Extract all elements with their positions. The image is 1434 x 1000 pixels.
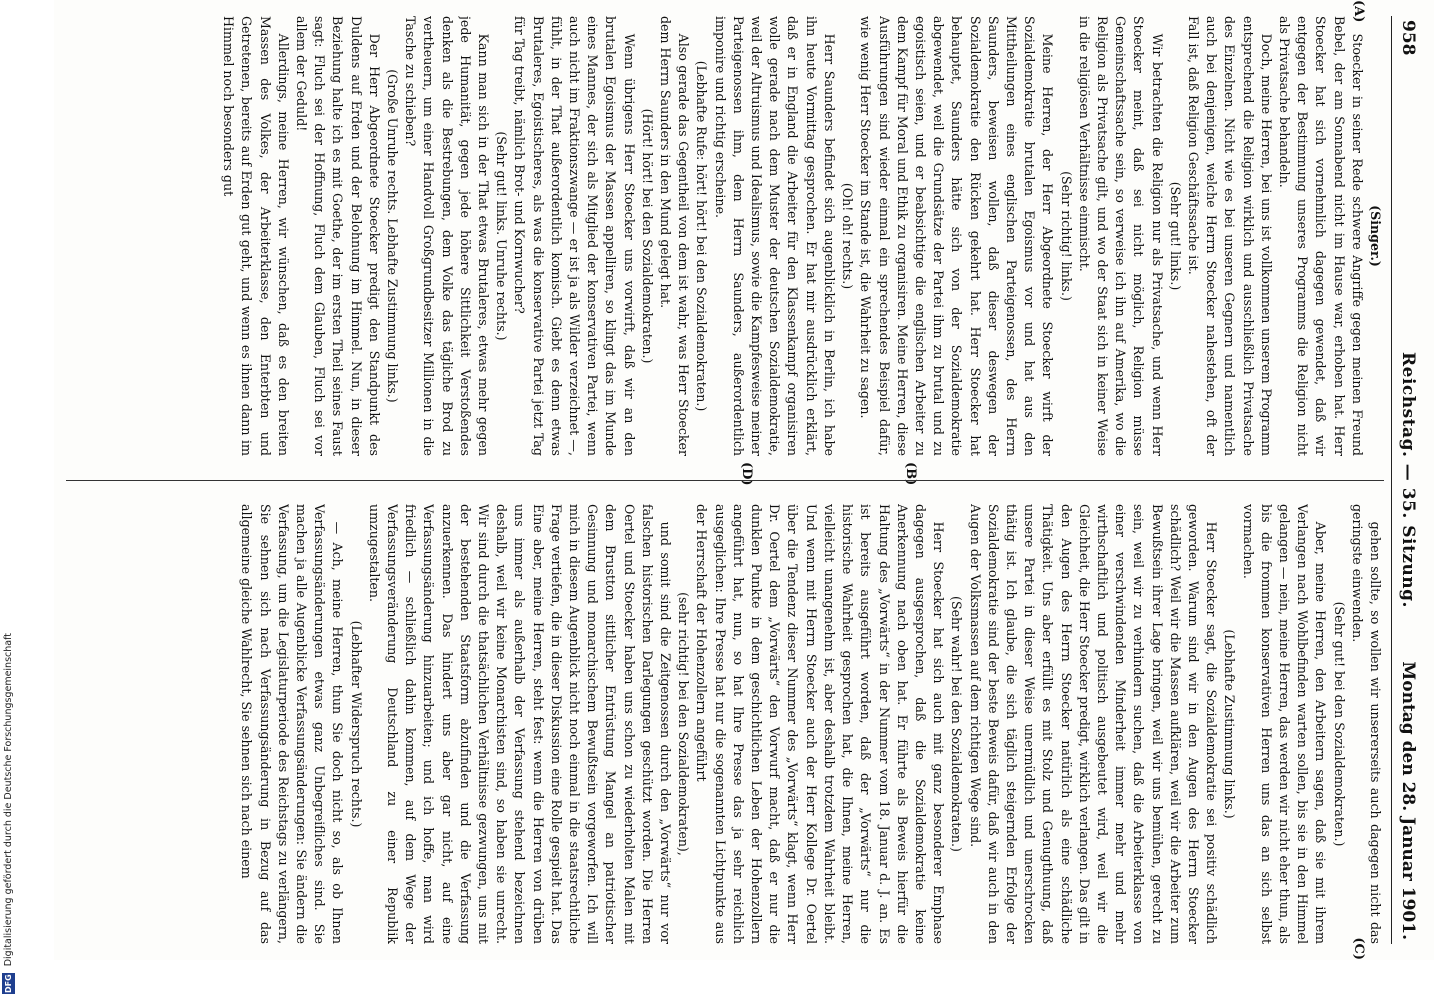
digitization-credit <box>2 618 16 994</box>
paragraph: Allerdings, meine Herren, wir wünschen, daß es den breiten Massen des Volkes, der Arbeiterklasse, den Enterbten und Getretenen, bereits auf Erden gut geht, und wenn es ihnen dann im Himmel noch besonders gut <box>221 16 291 456</box>
interjection-note: (Große Unruhe rechts. Lebhafte Zustimmung links.) <box>385 69 401 403</box>
session-date: Montag den 28. Januar 1901. <box>1398 661 1418 940</box>
interjection-note: (Sehr gut! links. Unruhe rechts.) <box>494 131 510 341</box>
interjection-note: (Hört! hört! bei den Sozialdemokraten.) <box>639 108 655 364</box>
interjection-note: (Sehr richtig! links.) <box>1058 171 1074 301</box>
paragraph: und somit sind die Zeitgenossen durch den „Vorwärts“ nur vor falschen historischen Darlegungen geschützt worden. Die Herren Oertel und Stoecker haben uns schon zu wiederholten Malen mit dem Brustton sittlicher Entrüstung Mangel an patriotischer Gesinnung und monarchischem Bewußtsein vorgeworfen. Ich will mich in diesem Augenblick nicht noch einmal in die staatsrechtliche Frage vertiefen, die in dieser Diskussion eine Rolle gespielt hat. Das Eine aber, meine Herren, steht fest: wenn die Herren von drüben uns immer als außerhalb der Verfassung stehend bezeichnen deshalb, weil wir keine Monarchisten sind, so haben sie unrecht. Wir sind durch die thatsächlichen Verhältnisse gezwungen, uns mit der bestehenden Staatsform abzufinden und die Verfassung anzuerkennen. Das hindert uns aber gar nicht, auf eine Verfassungsänderung hinzuarbeiten; und ich hoffe, man wird friedlich — schließlich dahin kommen, auf dem Wege der Verfassungsveränderung Deutschland zu einer Republik umzugestalten. <box>366 504 674 944</box>
paragraph: gehen sollte, so wollen wir unsererseits auch dagegen nicht das geringste einwenden. <box>1349 504 1383 944</box>
running-head: Reichstag. — 35. Sitzung. <box>1398 352 1418 608</box>
interjection-note: (Oh! oh! rechts.) <box>840 182 856 290</box>
document-page <box>54 0 1434 960</box>
paragraph: Aber, meine Herren, den Arbeitern sagen, daß sie mit ihrem Verlangen nach Wohlbefinden warten sollen, bis sie in den Himmel gelangen — nein, meine Herren, das werden wir nicht eher thun, als bis die frommen konservativen Herren uns das an sich selbst vormachen. <box>1240 504 1329 944</box>
paragraph: Der Herr Abgeordnete Stoecker predigt den Standpunkt des Duldens auf Erden und der Belohnung im Himmel. Nun, in dieser Beziehung halte ich es mit Goethe, der im ersten Theil seines Faust sagt: Fluch sei der Hoffnung, Fluch dem Glauben, Fluch sei vor allem der Geduld! <box>294 16 382 456</box>
paragraph: Herr Stoecker hat sich auch mit ganz besonderer Emphase dagegen ausgesprochen, daß die Sozialdemokratie keine Anerkennung nach oben hat. Er führte als Beweis hierfür die Haltung des „Vorwärts“ in der Nummer vom 18. Januar d. J. an. Es ist bereits ausgeführt worden, daß der „Vorwärts“ nur die historische Wahrheit gesprochen hat, die Ihnen, meine Herren, vielleicht unangenehm ist, aber deshalb trotzdem Wahrheit bleibt. Und wenn mit Herrn Stoecker auch der Herr Kollege Dr. Oertel über die Tendenz dieser Nummer des „Vorwärts“ klagt, wenn Herr Dr. Oertel dem „Vorwärts“ den Vorwurf macht, daß er nur die dunklen Punkte in dem geschichtlichen Leben der Hohenzollern angeführt hat, nun, so hat Ihre Presse das ja sehr reichlich ausgeglichen: Ihre Presse hat nur die sogenannten Lichtpunkte aus der Herrschaft der Hohenzollern angeführt <box>694 504 947 944</box>
margin-marker-a: (A) <box>1351 0 1366 23</box>
paragraph: Herr Saunders befindet sich augenblicklich in Berlin, ich habe ihn heute Vormittag gesprochen. Er hat mir ausdrücklich erklärt, daß er in England die Arbeiter für den Klassenkampf organisiren wolle gerade nach dem Muster der deutschen Sozialdemokratie, weil der Altruismus und Idealismus, sowie die Kampfesweise meiner Parteigenossen ihm, dem Herrn Saunders, außerordentlich imponire und richtig erscheine. <box>712 16 837 456</box>
interjection-note: (Sehr gut! bei den Sozialdemokraten.) <box>1331 601 1347 847</box>
page-body <box>66 0 1384 960</box>
margin-marker-d: (D) <box>739 462 754 486</box>
dfg-logo-icon: DFG <box>4 974 13 993</box>
text-column-right <box>66 504 1384 944</box>
paragraph: — Ach, meine Herren, thun Sie doch nicht so, als ob Ihnen Verfassungsänderungen etwas ganz Unbegreifliches sind. Sie machen ja alle Augenblicke Verfassungsänderungen: Sie ändern die Verfassung, um die Legislaturperiode des Reichstags zu verlängern, Sie sehnen sich nach Verfassungsänderung in Bezug auf das allgemeine gleiche Wahlrecht, Sie sehnen sich nach einem <box>239 504 346 944</box>
margin-marker-c: (C) <box>1351 937 1366 960</box>
interjection-note: (Sehr gut! links.) <box>1167 181 1183 291</box>
interjection-note: (Lebhafte Rufe: hört! hört! bei den Sozialdemokraten.) <box>694 60 710 412</box>
speaker-name: (Singer.) <box>1368 205 1383 267</box>
text-column-left <box>66 16 1384 456</box>
paragraph: Doch, meine Herren, bei uns ist vollkommen unserem Programm entsprechend die Religion wirklich und ausschließlich Privatsache des Einzelnen. Nicht wie es bei unseren Gegnern und namentlich auch bei denjenigen, welche Herrn Stoecker nahestehen, oft der Fall ist, daß Religion Geschäftssache ist. <box>1185 16 1274 456</box>
digitization-credit-text: Digitalisierung gefördert durch die Deutsche Forschungsgemeinschaft <box>3 632 14 967</box>
column-divider <box>66 480 1384 481</box>
paragraph: Wenn übrigens Herr Stoecker uns vorwirft, daß wir an den brutalen Egoismus der Massen appelliren, so klingt das im Munde eines Mannes, der sich als Mitglied der konservativen Partei, wenn auch nicht im Fraktionszwange — er ist ja als Wilder verzeichnet —, fühlt, in der That außerordentlich komisch. Giebt es denn etwas Brutaleres, Egoistischeres, als was die konservative Partei jetzt Tag für Tag treibt, nämlich Brot- und Kornwucher? <box>512 16 637 456</box>
interjection-note: (Lebhafte Zustimmung links.) <box>1222 629 1238 819</box>
paragraph: Kann man sich in der That etwas Brutaleres, etwas mehr gegen jede Humanität, gegen jede höhere Sittlichkeit Verstoßendes denken als die Bestrebungen, dem Volke das tägliche Brod zu vertheuern, um einer Handvoll Großgrundbesitzer Millionen in die Tasche zu schieben? <box>403 16 492 456</box>
page-header <box>1391 16 1422 944</box>
page-number: 958 <box>1398 20 1418 56</box>
paragraph: Meine Herren, der Herr Abgeordnete Stoecker wirft der Sozialdemokratie brutalen Egoismus vor und hat aus den Mittheilungen eines englischen Parteigenossen, des Herrn Saunders, beweisen wollen, daß dieser deswegen der Sozialdemokratie den Rücken gekehrt hat. Herr Stoecker hat behauptet, Saunders hätte sich von der Sozialdemokratie abgewendet, weil die Grundsätze der Partei ihm zu brutal und zu egoistisch seien, und er beabsichtige die englischen Arbeiter zu dem Kampf für Moral und Ethik zu organisiren. Meine Herren, diese Ausführungen sind wieder einmal ein sprechendes Beispiel dafür, wie wenig Herr Stoecker im Stande ist, die Wahrheit zu sagen. <box>858 16 1056 456</box>
paragraph: Wir betrachten die Religion nur als Privatsache, und wenn Herr Stoecker meint, daß sei nicht möglich, Religion müsse Gemeinschaftssache sein, so verweise ich ihn auf Amerika, wo die Religion als Privatsache gilt, und wo der Staat sich in keiner Weise in die religiösen Verhältnisse einmischt. <box>1076 16 1165 456</box>
paragraph: Also gerade das Gegentheil von dem ist wahr, was Herr Stoecker dem Herrn Saunders in den Mund gelegt hat. <box>658 16 692 456</box>
paragraph: Stoecker in seiner Rede schwere Angriffe gegen meinen Freund Bebel, der am Sonnabend nicht im Hause war, erhoben hat. Herr Stoecker hat sich vornehmlich dagegen gewendet, daß wir entgegen der Bestimmung unseres Programms die Religion nicht als Privatsache behandeln. <box>1276 16 1365 456</box>
interjection-note: (sehr richtig! bei den Sozialdemokraten), <box>676 592 692 856</box>
interjection-note: (Lebhafter Widerspruch rechts.) <box>348 620 364 828</box>
paragraph: Herr Stoecker sagt, die Sozialdemokratie sei positiv schädlich geworden. Warum sind wir in den Augen des Herrn Stoecker schädlich? Weil wir die Massen aufklären, weil wir die Arbeiter zum Bewußtsein ihrer Lage bringen, weil wir uns bemühen, gerecht zu sein, weil wir zu verhindern suchen, daß die Arbeiterklasse von einer verschwindenden Minderheit immer mehr und mehr wirthschaftlich und politisch ausgebeutet wird, weil wir die Gleichheit, die Herr Stoecker predigt, wirklich verlangen. Das gilt in den Augen des Herrn Stoecker natürlich als eine schädliche Thätigkeit. Uns aber erfüllt es mit Stolz und Genugthuung, daß unsere Partei in dieser Weise unermüdlich und unerschrocken thätig ist. Ich glaube, die sich täglich steigernden Erfolge der Sozialdemokratie sind der beste Beweis dafür, daß wir auch in den Augen der Volksmassen auf dem richtigen Wege sind. <box>967 504 1220 944</box>
margin-marker-b: (B) <box>903 462 918 486</box>
interjection-note: (Sehr wahr! bei den Sozialdemokraten.) <box>949 596 965 852</box>
